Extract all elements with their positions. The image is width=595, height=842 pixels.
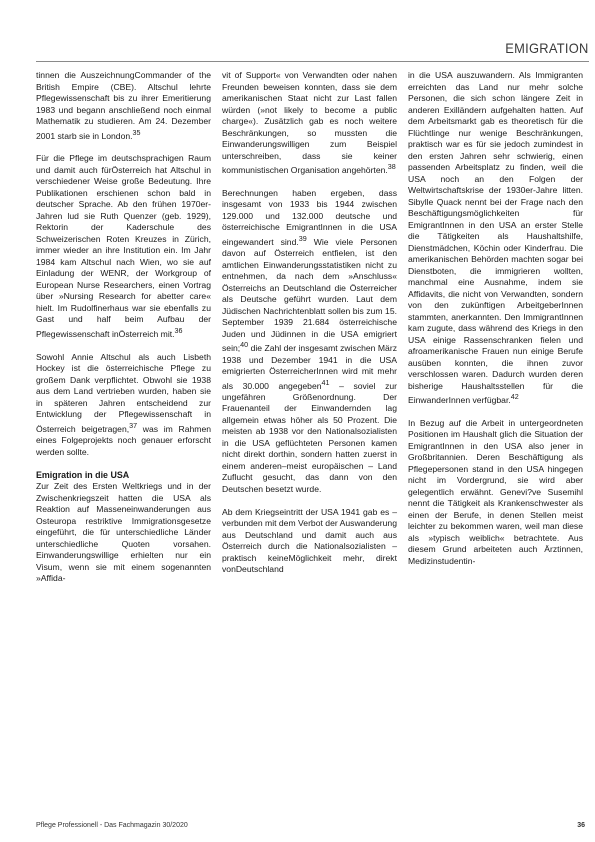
- paragraph: In Bezug auf die Arbeit in untergeordneten Positionen im Haushalt glich die Situation der EmigrantInnen in den USA also jener in Großbritannien. Deren Beschäftigung als Pflegepersonen stand in den USA hingegen nicht im Vordergrund, sie wird aber gelegentlich erwähnt. Genevi?ve Susemihl nennt die Tätigkeit als Krankenschwester als einen der Berufe, in denen Stellen meist leichter zu bekommen waren, weil man diese als »typisch weiblich« betrachtete. Aus diesem Grund arbeiteten auch Ärztinnen, Medizinstudentin-: [408, 417, 583, 566]
- column-middle: [222, 70, 397, 826]
- paragraph: Berechnungen haben ergeben, dass insgesamt von 1933 bis 1944 zwischen 129.000 und 132.000 deutsche und österreichische EmigrantInnen in die USA eingewandert sind.$^{39}$ Wie viele Personen davon auf Österreich entfielen, ist den amtlichen Einwanderungsstatistiken nicht zu entnehmen, da nach dem »Anschluss« Österreichs an Deutschland die Österreicher als Deutsche geführt wurden. Laut dem Jüdischen Nachrichtenblatt sollen bis zum 15. September 1939 21.684 österreichische Juden und Jüdinnen in die USA emigriert sein;$^{40}$ die Zahl der insgesamt zwischen März 1938 und Dezember 1941 in die USA emigrierten ÖsterreicherInnen wird mit mehr als 30.000 angegeben$^{41}$ – soviel zur ungefähren Größenordnung. Der Frauenanteil der Einwandernden lag allgemein etwas höher als 50 Prozent. Die meisten ab 1938 vor den Nationalsozialisten in die USA geflüchteten Personen kamen nicht direkt dorthin, sondern hatten zuerst in einem anderen–meist europäischen – Land Zuflucht gesucht, das dann von den Deutschen besetzt wurde.: [222, 187, 398, 494]
- paragraph: vit of Support« von Verwandten oder nahen Freunden beweisen konnten, dass sie dem amerikanischen Staat nicht zur Last fallen würden (»not likely to become a public charge«). Zusätzlich gab es noch weitere Beschränkungen, so mussten die Einwanderungswilligen zum Beispiel unterschreiben, dass sie keiner kommunistischen Organisation angehörten.$^{38}$: [222, 70, 397, 175]
- paragraph: in die USA auszuwandern. Als Immigranten erreichten das Land nur mehr solche Personen, die sich schon längere Zeit in anderen Exilländern aufgehalten hatten. Auf dem Arbeitsmarkt gab es theoretisch für die Flüchtlinge nur wenige Beschränkungen, praktisch war es für sie jedoch zumindest in den ersten Jahren sehr schwierig, einen passenden Arbeitsplatz zu finden, weil die USA noch an den Folgen der Weltwirtschaftskrise der 1930er-Jahre litten. Sibylle Quack nennt bei der Frage nach den Beschäftigungsmöglichkeiten für EmigrantInnen in den USA an erster Stelle die Tätigkeiten als Haushaltshilfe, Dienstmädchen, Köchin oder Kinderfrau. Die amerikanischen Behörden machten sogar bei Dienstboten, die immigrieren wollten, manchmal eine Ausnahme, indem sie Affidavits, die nicht von Verwandten, sondern von den zukünftigen ArbeitgeberInnen stammten, anerkannten. Den ImmigrantInnen kam zugute, dass während des Kriegs in den USA einige Rassenschranken fielen und afroamerikanische Frauen nun einige Berufe ausüben konnten, die ihnen zuvor verschlossen waren. Dadurch wurden deren bisherige Haushaltsstellen für die EinwanderInnen verfügbar.$^{42}$: [408, 70, 583, 405]
- paragraph: Zur Zeit des Ersten Weltkriegs und in der Zwischenkriegszeit hatten die USA als Reaktion auf Masseneinwanderungen aus Osteuropa restriktive Immigrationsgesetze eingeführt, die für unterschiedliche Länder unterschiedliche Quoten vorsahen. Einwanderungswillige erhielten nur ein Visum, wenn sie mit einem sogenannten »Affida-: [36, 481, 211, 584]
- column-right: [408, 70, 583, 826]
- article-body: [36, 70, 585, 826]
- page-number: 36: [577, 822, 585, 829]
- section-title: EMIGRATION: [505, 40, 589, 56]
- paragraph: Ab dem Kriegseintritt der USA 1941 gab es – verbunden mit dem Verbot der Auswanderung aus Deutschland und damit auch aus Österreich durch die Nationalsozialisten – praktisch keineMöglichkeit mehr, direkt vonDeutschland: [222, 506, 397, 575]
- column-left: [36, 70, 211, 826]
- paragraph: Sowohl Annie Altschul als auch Lisbeth Hockey ist die österreichische Pflege zu großem Dank verpflichtet. Obwohl sie 1938 aus dem Land vertrieben wurden, haben sie in späteren Jahren entscheidend zur Entwicklung der Pflegewissenschaft in Österreich beigetragen,$^{37}$ was im Rahmen eines Folgeprojekts noch genauer erforscht werden sollte.: [36, 351, 212, 457]
- footnote-ref: 42: [510, 393, 519, 401]
- section-heading: Emigration in die USA: [36, 469, 130, 480]
- footer-publication: Pflege Professionell - Das Fachmagazin 30/2020: [36, 822, 188, 829]
- footnote-ref: 41: [321, 378, 330, 387]
- footnote-ref: 35: [132, 128, 141, 137]
- footnote-ref: 36: [174, 326, 183, 335]
- footnote-ref: 37: [129, 421, 138, 430]
- paragraph: Für die Pflege im deutschsprachigen Raum und damit auch fürÖsterreich hat Altschul in verschiedener Weise große Bedeutung. Ihre Publikationen erschienen schon bald in deutscher Sprache. Ab den frühen 1970er-Jahren lud sie Ruth Quenzer (geb. 1929), Rektorin der Kaderschule des Schweizerischen Roten Kreuzes in Zürich, immer wieder an ihre Institution ein. Im Jahr 1984 kam Altschul nach Wien, wo sie auf Einladung der WENR, der Workgroup of European Nurse Researchers, einen Vortrag über »Nursing Research for abetter care« hielt. Im Rudolfinerhaus war sie ebenfalls zu Gast und half beim Aufbau der Pflegewissenschaft inÖsterreich mit.$^{36}$: [36, 153, 211, 339]
- footnote-ref: 38: [387, 163, 396, 171]
- paragraph: tinnen die AuszeichnungCommander of the British Empire (CBE). Altschul lehrte Pflegewissenschaft bis zu ihrer Emeritierung 1983 und begann anschließend noch einmal Mathematik zu studieren. Am 24. Dezember 2001 starb sie in London.$^{35}$: [36, 70, 211, 141]
- footnote-ref: 40: [240, 341, 249, 350]
- footnote-ref: 39: [298, 234, 307, 243]
- header-rule: [36, 61, 589, 62]
